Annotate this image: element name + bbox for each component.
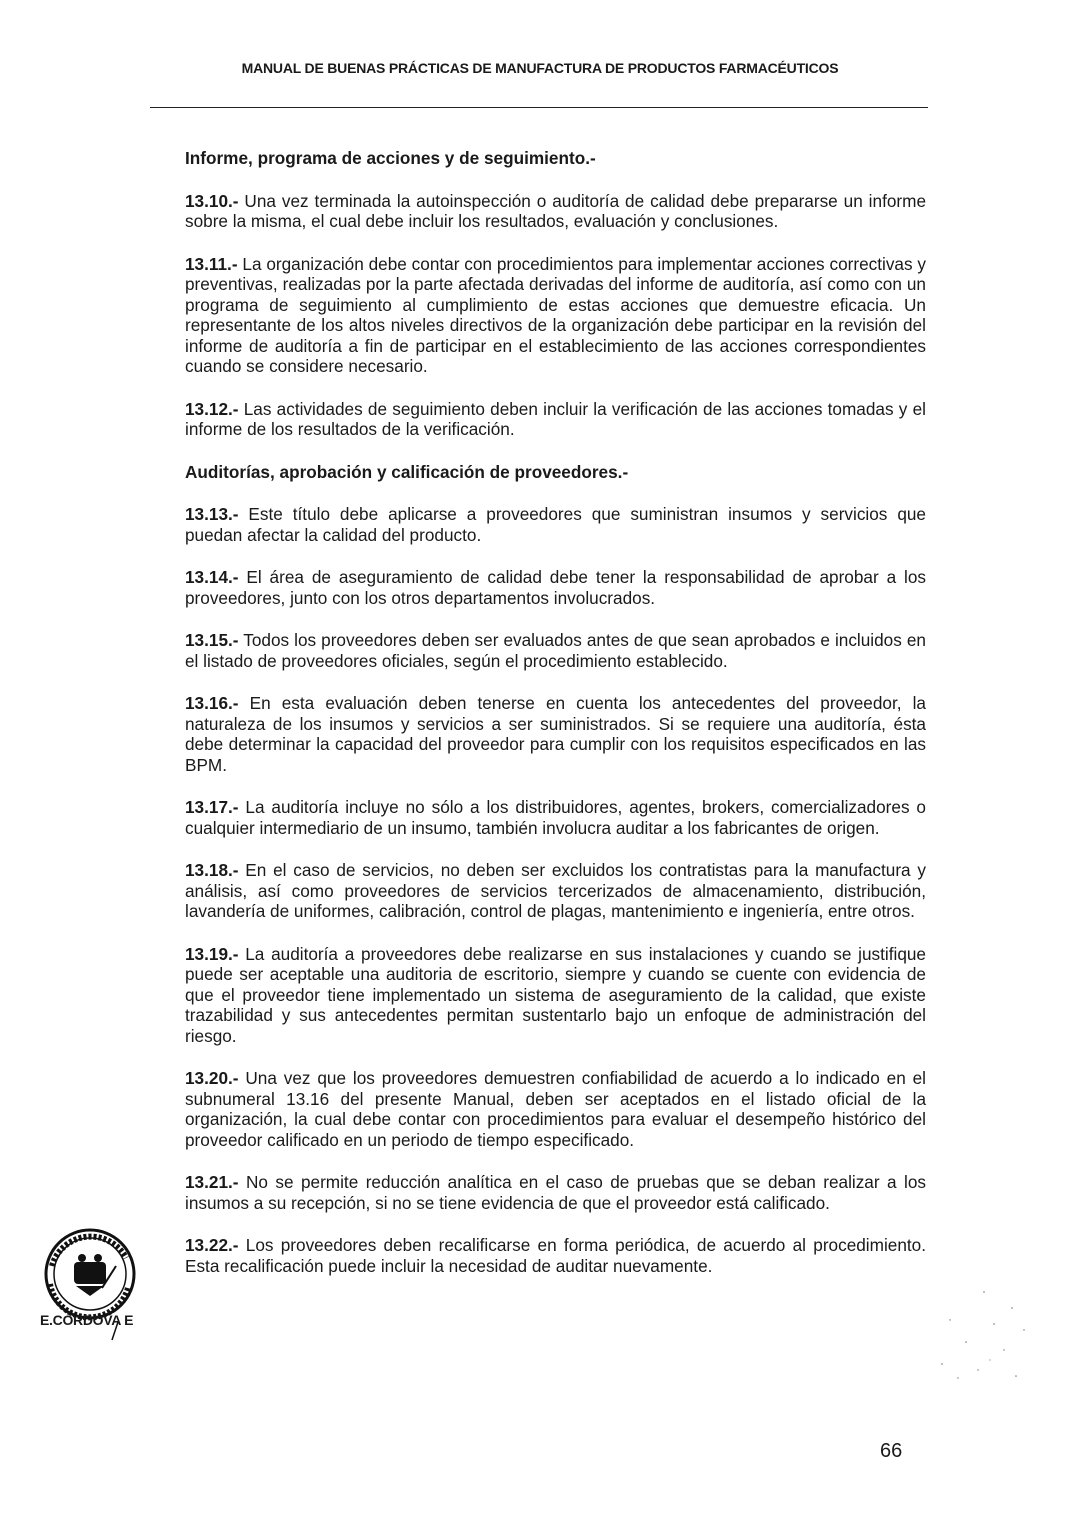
section-heading: Auditorías, aprobación y calificación de proveedores.- (185, 461, 629, 482)
section-auditorias (185, 462, 926, 1277)
paragraph-13-21 (185, 1172, 926, 1213)
paragraph-text: La auditoría a proveedores debe realizarse en sus instalaciones y cuando se justifique puede ser aceptable una auditoria de escritorio, siempre y cuando se cuente con evidencia de que el proveedor tiene implementado un sistema de aseguramiento de la calidad, que existe trazabilidad y sus antecedentes permitan sustentarlo bajo un enfoque de administración del riesgo. (185, 943, 926, 1046)
paragraph-number: 13.12.- (185, 398, 239, 419)
paragraph-13-14 (185, 567, 926, 608)
paragraph-number: 13.11.- (185, 253, 238, 274)
paragraph-13-12 (185, 399, 926, 440)
paragraph-text: En el caso de servicios, no deben ser excluidos los contratistas para la manufactura y análisis, así como proveedores de servicios tercerizados de almacenamiento, distribución, lavandería de uniformes, calibración, control de plagas, mantenimiento e ingeniería, entre otros. (185, 860, 926, 921)
paragraph-13-13 (185, 504, 926, 545)
paragraph-number: 13.18.- (185, 860, 239, 880)
paragraph-text: Las actividades de seguimiento deben incluir la verificación de las acciones tomadas y el informe de los resultados de la verificación. (185, 398, 926, 439)
official-seal-icon (30, 1222, 150, 1372)
paragraph-text: En esta evaluación deben tenerse en cuenta los antecedentes del proveedor, la naturaleza de los insumos y servicios a ser suministrados. Si se requiere una auditoría, ésta debe determinar la capacidad del proveedor para cumplir con los requisitos especificados en las BPM. (185, 693, 926, 775)
document-body (185, 148, 926, 1298)
paragraph-13-10 (185, 191, 926, 232)
paragraph-13-20 (185, 1068, 926, 1150)
paragraph-13-11 (185, 254, 926, 377)
paragraph-number: 13.13.- (185, 504, 239, 524)
paragraph-text: Una vez terminada la autoinspección o auditoría de calidad debe prepararse un informe sobre la misma, el cual debe incluir los resultados, evaluación y conclusiones. (185, 190, 926, 231)
paragraph-number: 13.10.- (185, 190, 239, 211)
paragraph-number: 13.22.- (185, 1235, 239, 1255)
paragraph-13-18 (185, 860, 926, 922)
paragraph-text: No se permite reducción analítica en el caso de pruebas que se deban realizar a los insumos a su recepción, si no se tiene evidencia de que el proveedor está calificado. (185, 1172, 926, 1213)
paragraph-text: Este título debe aplicarse a proveedores que suministran insumos y servicios que puedan afectar la calidad del producto. (185, 504, 926, 545)
page-number: 66 (880, 1440, 903, 1462)
paragraph-number: 13.21.- (185, 1172, 239, 1192)
paragraph-text: Todos los proveedores deben ser evaluados antes de que sean aprobados e incluidos en el listado de proveedores oficiales, según el procedimiento establecido. (185, 630, 926, 671)
paragraph-13-15 (185, 630, 926, 671)
paragraph-number: 13.15.- (185, 630, 239, 650)
paragraph-number: 13.14.- (185, 567, 239, 587)
section-informe (185, 148, 926, 440)
paragraph-number: 13.16.- (185, 693, 239, 713)
paragraph-13-19 (185, 944, 926, 1047)
paragraph-text: La organización debe contar con procedimientos para implementar acciones correctivas y preventivas, realizadas por la parte afectada derivadas del informe de auditoría, así como con un programa de seguimiento al cumplimiento de estas acciones que demuestre eficacia. Un representante de los altos niveles directivos de la organización debe participar en la revisión del informe de auditoría a fin de participar en el establecimiento de las acciones correspondientes cuando se considere necesario. (185, 253, 926, 376)
scan-noise (930, 1280, 1040, 1390)
paragraph-13-16 (185, 693, 926, 775)
seal-signature-name: E.CÓRDOVA E (40, 1312, 134, 1328)
paragraph-13-22 (185, 1235, 926, 1276)
header-divider (150, 107, 928, 108)
paragraph-text: La auditoría incluye no sólo a los distribuidores, agentes, brokers, comercializadores o cualquier intermediario de un insumo, también involucra auditar a los fabricantes de origen. (185, 797, 926, 838)
paragraph-number: 13.19.- (185, 943, 239, 964)
section-heading: Informe, programa de acciones y de seguimiento.- (185, 148, 596, 168)
paragraph-text: Los proveedores deben recalificarse en forma periódica, de acuerdo al procedimiento. Esta recalificación puede incluir la necesidad de auditar nuevamente. (185, 1235, 926, 1276)
paragraph-text: Una vez que los proveedores demuestren confiabilidad de acuerdo a lo indicado en el subnumeral 13.16 del presente Manual, deben ser aceptados en el listado oficial de la organización, la cual debe contar con procedimientos para evaluar el desempeño histórico del proveedor calificado en un periodo de tiempo especificado. (185, 1068, 926, 1150)
paragraph-text: El área de aseguramiento de calidad debe tener la responsabilidad de aprobar a los proveedores, junto con los otros departamentos involucrados. (185, 567, 926, 608)
document-header-title: MANUAL DE BUENAS PRÁCTICAS DE MANUFACTURA DE PRODUCTOS FARMACÉUTICOS (241, 60, 839, 76)
paragraph-number: 13.20.- (185, 1068, 239, 1088)
paragraph-13-17 (185, 797, 926, 838)
paragraph-number: 13.17.- (185, 797, 239, 817)
